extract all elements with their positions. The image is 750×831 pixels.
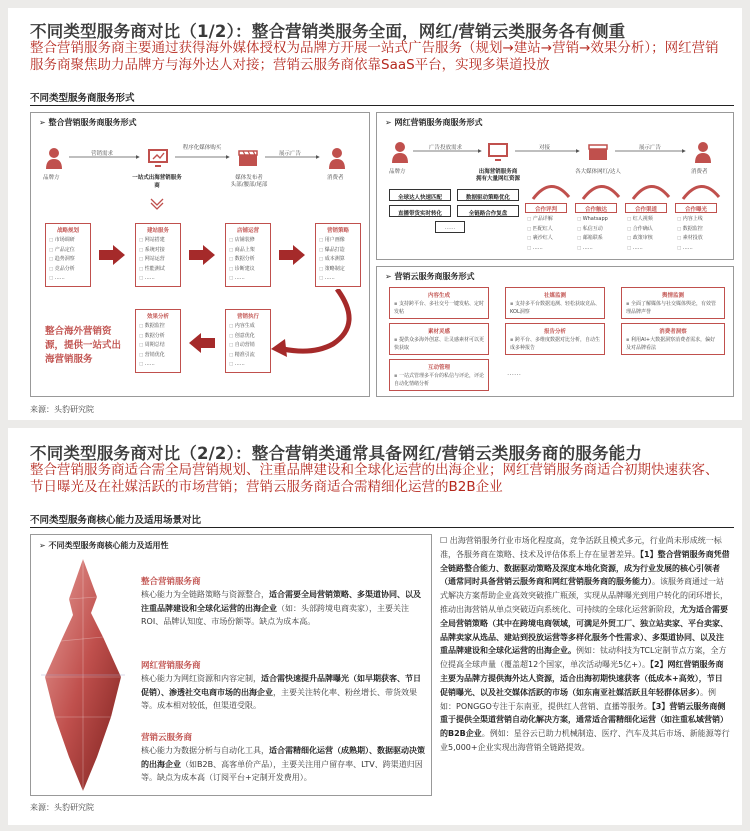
col-exposure-list: □ 内容上线 □ 数据监控 □ 素材投放 □ …… xyxy=(677,215,703,253)
flow-provider-sub: 拥有大量网红资源 xyxy=(475,176,520,182)
influencer-panel xyxy=(376,112,734,260)
box-marketing-strategy: 营销策略 □ 用户画像 □ 爆品打造 □ 成本测算 □ 策略制定 □ …… xyxy=(315,223,361,287)
flow-brand: 品牌方 xyxy=(43,175,60,181)
flow-need: 营销需求 xyxy=(91,151,114,157)
flow-deal: 对接 xyxy=(539,145,551,151)
flow-consumer: 消费者 xyxy=(327,175,344,181)
col-channel: 合作渠道 xyxy=(625,203,667,213)
col-evaluate-list: □ 产品详解 □ 匹配红人 □ 裹沙红人 □ …… xyxy=(527,215,553,253)
col-channel-list: □ 红人视频 □ 合作确认 □ 政策审核 □ …… xyxy=(627,215,653,253)
flow-arrows xyxy=(377,137,735,167)
capability-panel xyxy=(30,534,432,796)
cap3-title: 营销云服务商 xyxy=(141,733,193,743)
divider xyxy=(30,105,734,106)
flow-need: 广告投放需求 xyxy=(429,145,463,151)
arrow-right-icon xyxy=(99,245,125,265)
slide1-subtitle: 整合营销服务商主要通过获得海外媒体授权为品牌方开展一站式广告服务（规划→建站→营销→效果分析）；网红营销服务商聚焦助力品牌方与海外达人对接；营销云服务商依靠SaaS平台，实现多渠道投放 xyxy=(30,40,719,73)
divider xyxy=(30,527,734,528)
cloud-interaction: 互动管理 ▪ 一站式管理多平台的私信与评论，评论自动化情绪分析 xyxy=(389,359,489,391)
tag-live: 直播带货实时转化 xyxy=(389,205,451,217)
box-store: 店铺运营 □ 店铺装修 □ 商品上架 □ 数据分析 □ 诊断建议 □ …… xyxy=(225,223,271,287)
box-effect: 效果分析 □ 数据监控 □ 数据分析 □ 周期总结 □ 营销优化 □ …… xyxy=(135,309,181,373)
flow-show-ad: 展示广告 xyxy=(639,145,662,151)
cloud-inspiration: 素材灵感 ▪ 提供众多海外创意、让灵感素材可以更快获取 xyxy=(389,323,489,355)
col-exposure: 合作曝光 xyxy=(675,203,717,213)
cap1-title: 整合营销服务商 xyxy=(141,577,201,587)
col-reach-list: □ Whatsapp □ 私信互动 □ 邮箱联系 □ …… xyxy=(577,215,608,253)
slide2-subtitle: 整合营销服务商适合需全局营销规划、注重品牌建设和全球化运营的出海企业；网红营销服务商适合初期快速获客、节日曝光及在社媒活跃的市场营销；营销云服务商适合需精细化运营的B2B企业 xyxy=(30,462,719,495)
influencer-heading: ➢ 网红营销服务商服务形式 xyxy=(385,118,483,127)
cloud-heading: ➢ 营销云服务商服务形式 xyxy=(385,272,475,281)
slide2-section-heading: 不同类型服务商核心能力及适用场景对比 xyxy=(30,515,202,526)
arc-arrows xyxy=(525,175,733,201)
flow-one-stop: 一站式出海营销服务商 xyxy=(132,175,182,189)
tag-review: 全链路合作复盘 xyxy=(457,205,519,217)
col-evaluate: 合作评判 xyxy=(525,203,567,213)
integrated-heading: ➢ 整合营销服务商服务形式 xyxy=(39,118,137,127)
tag-data: 数据驱动策略优化 xyxy=(457,189,519,201)
flow-brand: 品牌方 xyxy=(389,169,406,175)
arrow-right-icon xyxy=(189,245,215,265)
bullet-icon: ☐ xyxy=(440,536,450,545)
slide1-section-heading: 不同类型服务商服务形式 xyxy=(30,93,135,104)
flow-media-sub: 头部/腰部/尾部 xyxy=(230,182,268,188)
capability-heading: ➢ 不同类型服务商核心能力及适用性 xyxy=(39,541,169,550)
flow-show-ad: 展示广告 xyxy=(279,151,302,157)
slide1-source: 来源：头豹研究院 xyxy=(30,405,94,414)
chevron-down-icon xyxy=(149,197,165,211)
cloud-panel xyxy=(376,266,734,397)
integrated-panel xyxy=(30,112,370,397)
arrow-right-icon xyxy=(279,245,305,265)
flow-provider: 出海营销服务商 xyxy=(478,169,518,175)
slide1-title: 不同类型服务商对比（1/2）：整合营销类服务全面，网红/营销云类服务各有侧重 xyxy=(30,22,626,41)
cap2-text: 核心能力为网红资源和内容定制，适合需快速提升品牌曝光（如早期获客、节日促销）、渗透社交电商市场的出海企业，主要关注转化率、粉丝增长、带货效果等。成本相对较低，但渠道受限。 xyxy=(141,674,421,710)
slide2-source: 来源：头豹研究院 xyxy=(30,803,94,812)
flow-kol: 各大媒体网红/达人 xyxy=(575,169,621,175)
box-strategy: 战略规划 □ 市场调研 □ 产品定位 □ 趋势洞察 □ 竞品分析 □ …… xyxy=(45,223,91,287)
analysis-text: ☐ 出海营销服务行业市场化程度高，竞争活跃且模式多元，行业尚未形成统一标准，各服务商在策略、技术及评估体系上存在显著差异。【1】整合营销服务商凭借全链路整合能力、数据驱动策略及深度本地化资源，成为行业发展的核心引领者（通常同时具备营销云服务商和网红营销服务商的服务能力）。该服务商通过一站式解决方案帮助企业高效突破推广瓶颈，实现从品牌曝光到用户转化的闭环增长，推动出海营销从单点突破迈向系统化、可持续的全球化运营新阶段，尤为适合需要全局营销策略（其中在跨境电商领域，可满足外贸工厂、独立站卖家、平台卖家、品牌卖家从选品、建站到投放运营等多样化服务个性需求）、多渠道协同、以及注重品牌建设和全球化运营的出海企业。例如：钛动科技为TCL定制节点方案，全方位提高全球声量（覆盖超12个国家，单次活动曝光5亿+）。【2】网红营销服务商主要为品牌方提供海外达人资源，适合出海初期快速获客（低成本+高效），节日促销曝光、以及社交媒体活跃的市场（如东南亚社媒活跃且年轻群体居多）。例如：PONGGO专注于东南亚，提供红人营销、直播等服务。【3】营销云服务商侧重于提供全渠道营销自动化解决方案，通常适合需精细化运营（如注重私域营销）的B2B企业。例如：星谷云已助力机械制造、医疗、汽车及其后市场、新能源等行业5,000+企业实现出海营销全链路提效。 xyxy=(440,536,730,752)
flow-media: 媒体发布者 xyxy=(235,175,263,181)
col-reach: 合作触达 xyxy=(575,203,617,213)
slide-2 xyxy=(8,428,742,825)
arrow-left-icon xyxy=(189,333,215,353)
flow-programmatic: 程序化媒体购买 xyxy=(182,145,222,151)
integrated-note: 整合海外营销资源，提供一站式出海营销服务 xyxy=(45,326,122,365)
tag-match: 全球达人快速匹配 xyxy=(389,189,451,201)
cloud-content: 内容生成 ▪ 支持跨平台、多社交号一键发帖、定时发帖 xyxy=(389,287,489,319)
cloud-sentiment: 舆情监测 ▪ 全面了解媒体与社交媒体舆论，有效管理品牌声誉 xyxy=(621,287,725,319)
cloud-report: 报告分析 ▪ 跨平台、多维度数据对比分析，自动生成多种报告 xyxy=(505,323,605,355)
iceberg-icon xyxy=(41,557,125,793)
slide-1 xyxy=(8,8,742,420)
slide2-title: 不同类型服务商对比（2/2）：整合营销类通常具备网红/营销云类服务商的服务能力 xyxy=(30,444,643,463)
cap1-text: 核心能力为全链路策略与资源整合，适合需要全局营销策略、多渠道协同、以及注重品牌建设和全球化运营的出海企业（如：头部跨境电商卖家），主要关注ROI、品牌认知度、市场份额等。缺点为成本高。 xyxy=(141,590,421,626)
curved-arrow-icon xyxy=(263,289,371,359)
tag-more: …… xyxy=(435,221,465,233)
cloud-consumer: 消费者洞察 ▪ 利用AI+大数据洞察消费者需求，偏好及对品牌看法 xyxy=(621,323,725,355)
cap3-text: 核心能力为数据分析与自动化工具，适合需精细化运营（成熟期）、数据驱动决策的出海企业（如B2B、高客单价产品），主要关注用户留存率、LTV、跨渠道归因等。缺点为成本高（订阅平台+定制开发费用）。 xyxy=(141,746,425,782)
cap2-title: 网红营销服务商 xyxy=(141,661,201,671)
cloud-more: …… xyxy=(507,369,521,377)
box-site: 建站服务 □ 网站搭建 □ 系统对接 □ 网站运营 □ 性能测试 □ …… xyxy=(135,223,181,287)
box-execution: 营销执行 □ 内容生成 □ 创意优化 □ 自动营销 □ 精准引流 □ …… xyxy=(225,309,271,373)
cloud-social: 社媒监测 ▪ 支持多平台数据追测、轻松获取竞品、KOL洞察 xyxy=(505,287,605,319)
flow-consumer: 消费者 xyxy=(691,169,708,175)
